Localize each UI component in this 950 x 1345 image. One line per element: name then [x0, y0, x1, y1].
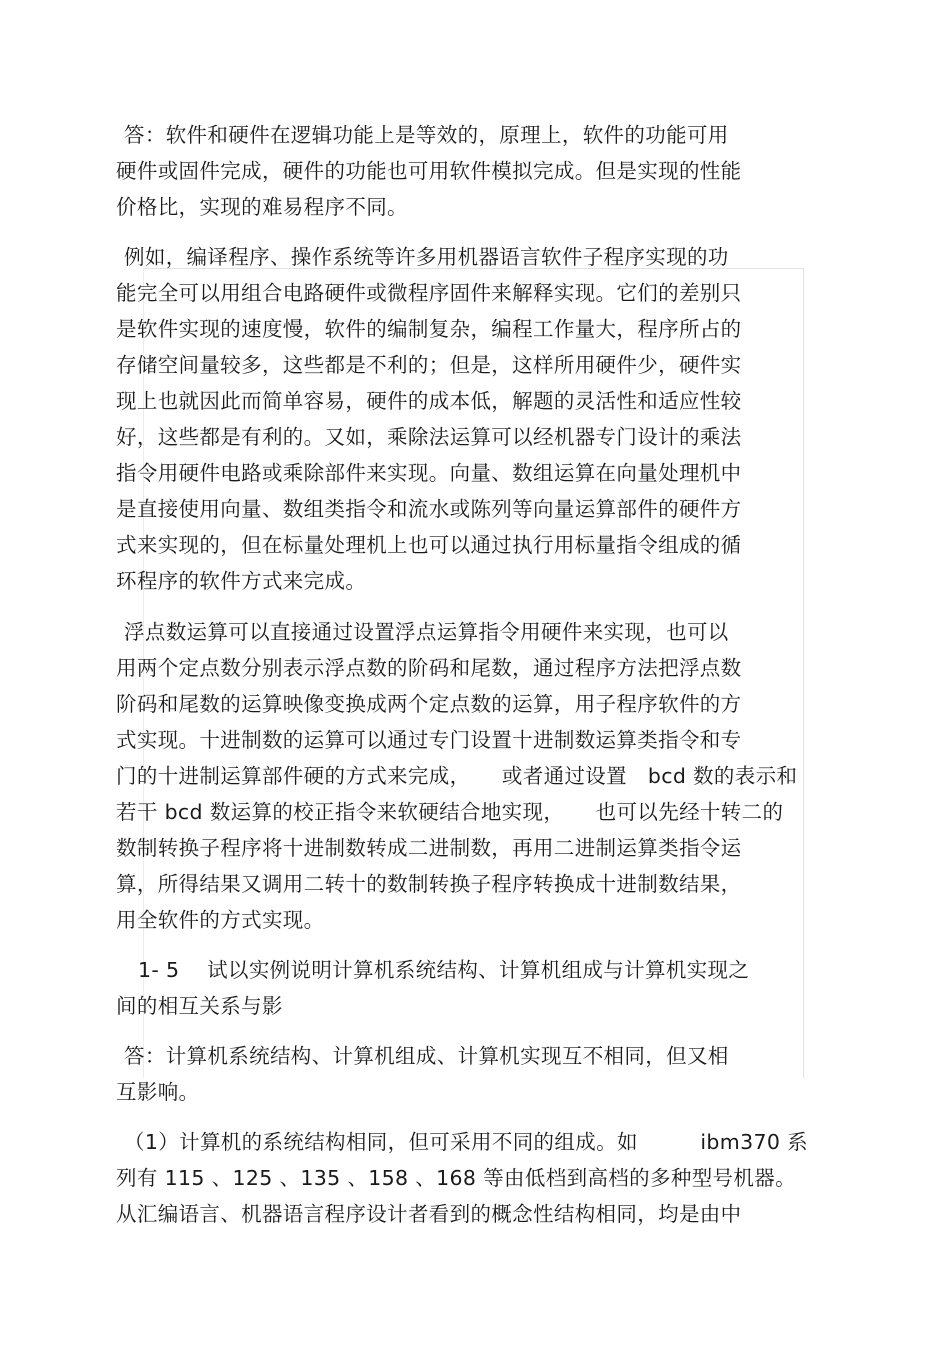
text-line: 用两个定点数分别表示浮点数的阶码和尾数，通过程序方法把浮点数: [116, 656, 742, 680]
paragraph-floating-point: [116, 614, 844, 938]
text-line: 互影响。: [116, 1080, 200, 1104]
text-line: 硬件或固件完成，硬件的功能也可用软件模拟完成。但是实现的性能: [116, 159, 742, 183]
text-line: 用全软件的方式实现。: [116, 908, 325, 932]
text-line: 式来实现的，但在标量处理机上也可以通过执行用标量指令组成的循: [116, 533, 742, 557]
text-line: 答：软件和硬件在逻辑功能上是等效的，原理上，软件的功能可用: [124, 123, 729, 147]
text-line: 门的十进制运算部件硬的方式来完成， 或者通过设置 bcd 数的表示和: [116, 764, 798, 788]
paragraph-item-1: [116, 1124, 844, 1232]
text-line: 是软件实现的速度慢，软件的编制复杂，编程工作量大，程序所占的: [116, 317, 742, 341]
paragraph-answer-equivalence: [116, 117, 844, 225]
text-line: 阶码和尾数的运算映像变换成两个定点数的运算，用子程序软件的方: [116, 692, 742, 716]
text-line: 好，这些都是有利的。又如，乘除法运算可以经机器专门设计的乘法: [116, 425, 742, 449]
paragraph-answer-relations: [116, 1038, 844, 1110]
text-line: 例如，编译程序、操作系统等许多用机器语言软件子程序实现的功: [124, 245, 729, 269]
text-line: 是直接使用向量、数组类指令和流水或陈列等向量运算部件的硬件方: [116, 497, 742, 521]
question-heading-1-5: [116, 952, 858, 1024]
text-line: 环程序的软件方式来完成。: [116, 569, 367, 593]
text-line: 从汇编语言、机器语言程序设计者看到的概念性结构相同，均是由中: [116, 1202, 742, 1226]
text-line: 指令用硬件电路或乘除部件来实现。向量、数组运算在向量处理机中: [116, 461, 742, 485]
text-line: 现上也就因此而简单容易，硬件的成本低，解题的灵活性和适应性较: [116, 389, 742, 413]
text-line: 间的相互关系与影: [116, 994, 283, 1018]
text-line: 列有 115 、125 、135 、158 、168 等由低档到高档的多种型号机器。: [116, 1166, 796, 1190]
text-line: （1）计算机的系统结构相同，但可采用不同的组成。如 ibm370 系: [124, 1130, 808, 1154]
text-line: 式实现。十进制数的运算可以通过专门设置十进制数运算类指令和专: [116, 728, 742, 752]
text-line: 答：计算机系统结构、计算机组成、计算机实现互不相同，但又相: [124, 1044, 729, 1068]
text-line: 存储空间量较多，这些都是不利的；但是，这样所用硬件少，硬件实: [116, 353, 742, 377]
text-line: 1- 5 试以实例说明计算机系统结构、计算机组成与计算机实现之: [138, 958, 750, 982]
text-line: 算，所得结果又调用二转十的数制转换子程序转换成十进制数结果，: [116, 872, 742, 896]
text-line: 浮点数运算可以直接通过设置浮点运算指令用硬件来实现，也可以: [124, 620, 729, 644]
text-line: 价格比，实现的难易程序不同。: [116, 195, 408, 219]
text-line: 能完全可以用组合电路硬件或微程序固件来解释实现。它们的差别只: [116, 281, 742, 305]
text-line: 若干 bcd 数运算的校正指令来软硬结合地实现， 也可以先经十转二的: [116, 800, 784, 824]
text-line: 数制转换子程序将十进制数转成二进制数，再用二进制运算类指令运: [116, 836, 742, 860]
paragraph-examples: [116, 239, 844, 599]
